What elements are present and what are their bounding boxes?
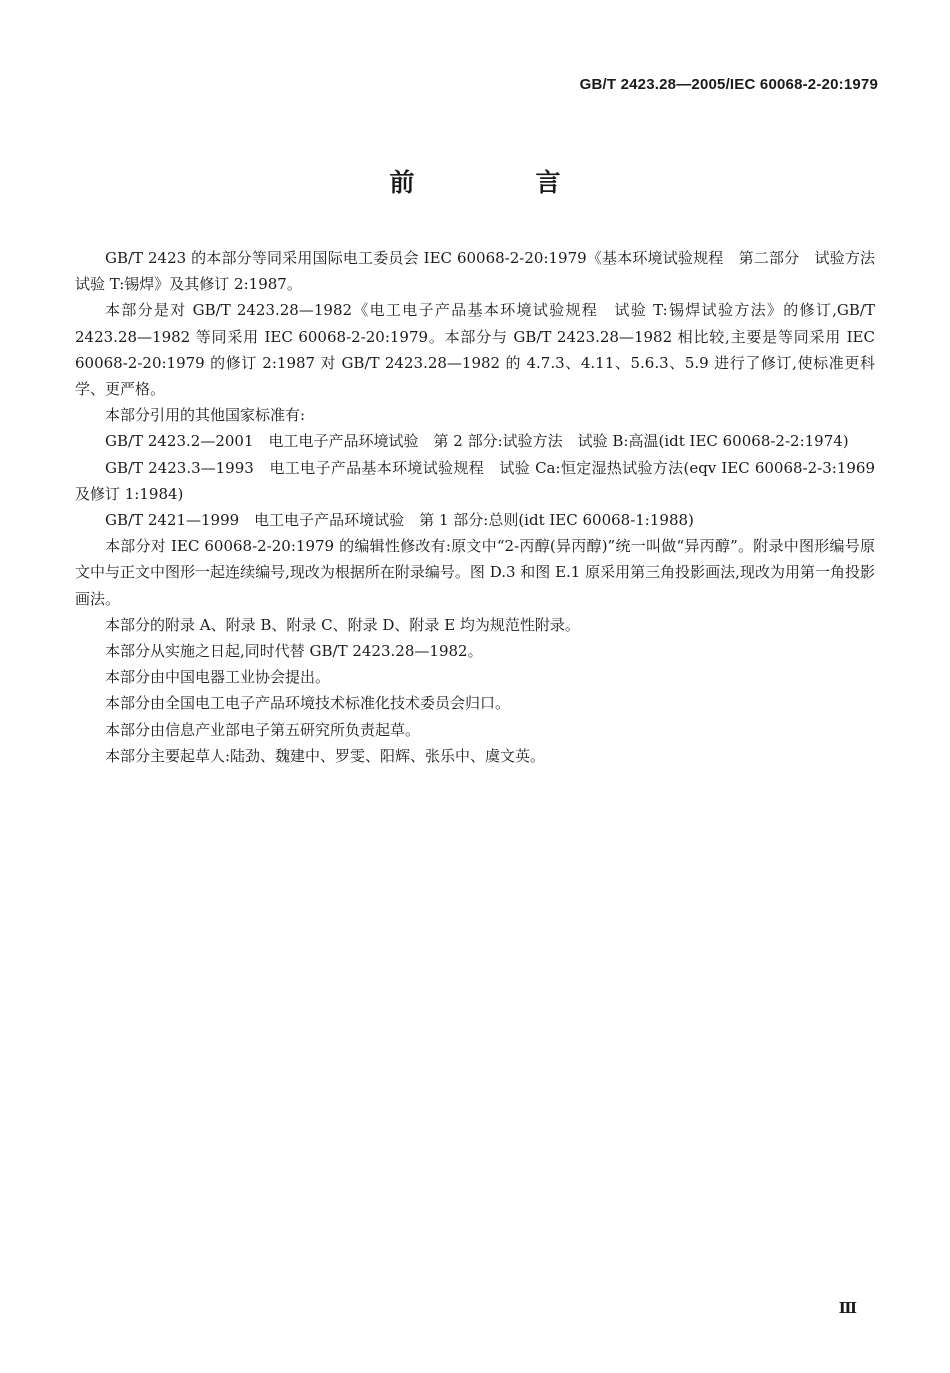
paragraph-annexes: 本部分的附录 A、附录 B、附录 C、附录 D、附录 E 均为规范性附录。 bbox=[105, 615, 580, 634]
paragraph-drafters: 本部分主要起草人:陆劲、魏建中、罗雯、阳辉、张乐中、虞文英。 bbox=[105, 746, 546, 765]
standard-code-header: GB/T 2423.28—2005/IEC 60068-2-20:1979 bbox=[579, 76, 878, 93]
paragraph-revision: 本部分是对 GB/T 2423.28—1982《电工电子产品基本环境试验规程 试验 T:锡焊试验方法》的修订,GB/T 2423.28—1982 等同采用 IEC 60068-2-20:1979。本部分与 GB/T 2423.28—1982 相比较,主要是等同采用 IEC 60068-2-20:1979 的修订 2:1987 对 GB/T 2423.28—1982 的 4.7.3、4.11、5.6.3、5.9 进行了修订,使标准更科学、更严格。 bbox=[75, 301, 875, 399]
reference-item: GB/T 2423.3—1993 电工电子产品基本环境试验规程 试验 Ca:恒定湿热试验方法(eqv IEC 60068-2-3:1969 及修订 1:1984) bbox=[75, 458, 875, 503]
paragraph-proposer: 本部分由中国电器工业协会提出。 bbox=[105, 668, 331, 687]
page-number: Ⅲ bbox=[838, 1301, 857, 1317]
reference-item: GB/T 2421—1999 电工电子产品环境试验 第 1 部分:总则(idt IEC 60068-1:1988) bbox=[105, 511, 694, 530]
paragraph-committee: 本部分由全国电工电子产品环境技术标准化技术委员会归口。 bbox=[105, 694, 511, 713]
paragraph-editorial-changes: 本部分对 IEC 60068-2-20:1979 的编辑性修改有:原文中“2-丙醇(异丙醇)”统一叫做“异丙醇”。附录中图形编号原文中与正文中图形一起连续编号,现改为根据所在附录编号。图 D.3 和图 E.1 原采用第三角投影画法,现改为用第一角投影画法。 bbox=[75, 537, 875, 608]
foreword-body bbox=[75, 245, 891, 769]
page-title: 前 言 bbox=[389, 168, 609, 197]
paragraph-adoption: GB/T 2423 的本部分等同采用国际电工委员会 IEC 60068-2-20:1979《基本环境试验规程 第二部分 试验方法 试验 T:锡焊》及其修订 2:1987。 bbox=[75, 249, 891, 294]
reference-item: GB/T 2423.2—2001 电工电子产品环境试验 第 2 部分:试验方法 试验 B:高温(idt IEC 60068-2-2:1974) bbox=[105, 432, 849, 451]
paragraph-replacement: 本部分从实施之日起,同时代替 GB/T 2423.28—1982。 bbox=[105, 642, 483, 661]
paragraph-references-intro: 本部分引用的其他国家标准有: bbox=[105, 406, 306, 425]
paragraph-drafting-org: 本部分由信息产业部电子第五研究所负责起草。 bbox=[105, 720, 421, 739]
